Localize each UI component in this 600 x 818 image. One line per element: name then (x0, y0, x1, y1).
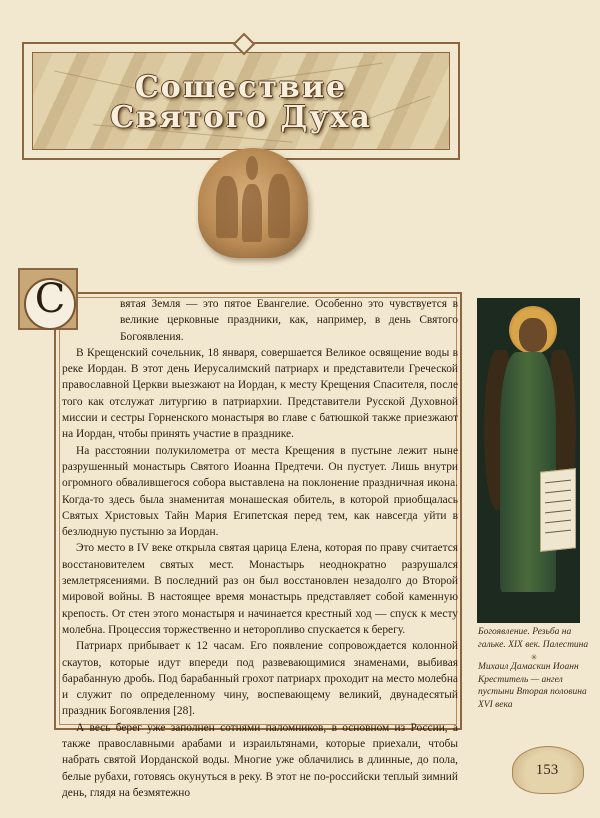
carving-image (198, 148, 308, 258)
paragraph: вятая Земля — это пятое Евангелие. Особенно это чувствуется в великие церковные праздники, как, например, в день Святого Богоявления. (120, 298, 458, 343)
page-title-line1: Сошествие (134, 70, 348, 105)
paragraph: В Крещенский сочельник, 18 января, совершается Великое освящение воды в реке Иордан. В этот день Иерусалимский патриарх и представители Греческой православной Церкви выезжают на Иордан, к месту Крещения Спасителя, после того как отслужат литургию в патриархии. Представители Русской Духовной миссии и сестры Горненского монастыря во главе с батюшкой также приезжают на Иордан, чтобы принять участие в празднике. (62, 346, 458, 441)
article-body (62, 296, 458, 801)
saint-head (519, 318, 547, 352)
paragraph: Это место в IV веке открыла святая царица Елена, которая по праву считается восстановителем святых мест. Монастырь неоднократно разрушался землетрясениями. В последний раз он был восстановлен незадолго до Второй мировой войны. В настоящее время монастырь представляет собой каменную крепость. От стен этого монастыря и начинается крестный ход — спуск к месту молебна. Процессия торжественно и неторопливо спускается к берегу. (62, 542, 458, 636)
paragraph: Патриарх прибывает к 12 часам. Его появление сопровождается колонной скаутов, которые идут впереди под развевающимися знаменами, выбивая барабанную дробь. Под барабанный грохот патриарх проходит на место молебна и служит по определенному чину, воспевающему великий, двунадесятый праздник Богоявления [28]. (62, 640, 458, 718)
dropcap-letter: С (34, 276, 66, 322)
paragraph: На расстоянии полукилометра от места Крещения в пустыне лежит ныне разрушенный монастырь Святого Иоанна Предтечи. Он пустует. Лишь внутри огромного обвалившегося собора выставлена на поклонение праздничная икона. Когда-то здесь была знаменитая монашеская обитель, в которой приобщалась Святых Христовых Тайн Мария Египетская перед тем, как навсегда уйти в безлюдную пустыню за Иордан. (62, 444, 458, 539)
scroll-icon (540, 468, 576, 552)
caption-icon: Михаил Дамаскин Иоанн Креститель — ангел пустыни Вторая половина XVI века (478, 662, 587, 710)
page-number: 153 (535, 762, 559, 778)
paragraph: А весь берег уже заполнен сотнями паломников, в основном из России, а также православными арабами и израильтянами, которые приехали, чтобы набрать святой Иорданской воды. Многие уже облачились в длинные, до пола, белые рубахи, готовясь окунуться в реку. В этот не по-российски теплый зимний день, глядя на безмятежно (62, 721, 458, 799)
caption-carving: Богоявление. Резьба на гальке. XIX век. Палестина (478, 627, 589, 650)
page-title-line2: Святого Духа (110, 100, 372, 135)
caption-separator-icon: ✳ (530, 653, 538, 662)
